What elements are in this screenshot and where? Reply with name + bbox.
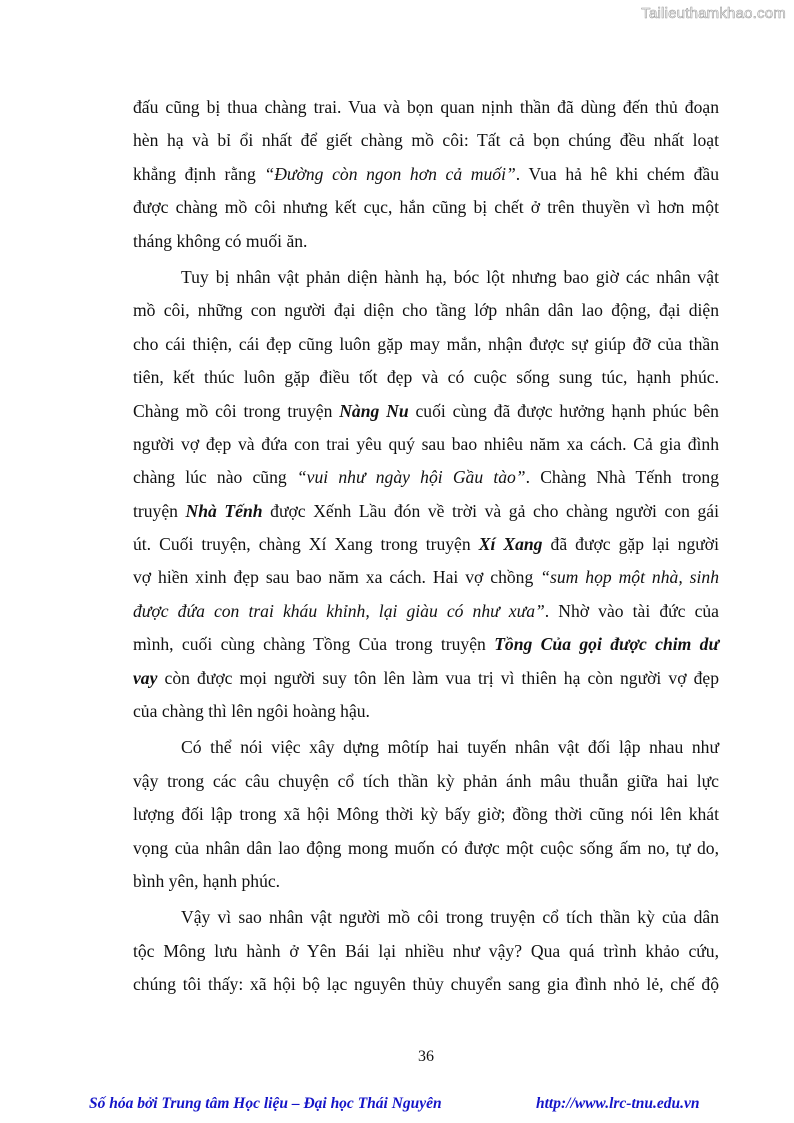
text-run: truyện [133, 500, 186, 521]
text-run: chúng tôi thấy: xã hội bộ lạc nguyên thủy chuyển sang gia đình nhỏ lẻ, chế độ [133, 974, 719, 995]
text-line [133, 798, 719, 831]
text-line [133, 328, 719, 361]
text-line [133, 832, 719, 865]
paragraph [133, 261, 719, 728]
quotation: “Đường còn ngon hơn cả muối” [264, 163, 516, 184]
footer-url-link[interactable]: http://www.lrc-tnu.edu.vn [536, 1095, 700, 1112]
story-title: Nàng Nu [339, 400, 409, 421]
text-line [133, 561, 719, 594]
text-run: mồ côi, những con người đại diện cho tầng lớp nhân dân lao động, đại diện [133, 300, 719, 321]
text-line [133, 395, 719, 428]
text-line [133, 461, 719, 494]
text-run: của chàng thì lên ngôi hoàng hậu. [133, 701, 370, 722]
story-title: Xí Xang [478, 534, 543, 555]
text-run: người vợ đẹp và đứa con trai yêu quý sau bao nhiêu năm xa cách. Cả gia đình [133, 433, 719, 454]
text-line [133, 428, 719, 461]
text-run: chàng lúc nào cũng [133, 467, 297, 488]
text-line [133, 261, 719, 294]
text-line [133, 695, 719, 728]
text-run: vậy trong các câu chuyện cổ tích thần kỳ phản ánh mâu thuẫn giữa hai lực [133, 770, 719, 791]
text-line [133, 361, 719, 394]
text-line [133, 528, 719, 561]
text-run: Chàng mồ côi trong truyện [133, 400, 340, 421]
text-run: tộc Mông lưu hành ở Yên Bái lại nhiều như vậy? Qua quá trình khảo cứu, [133, 940, 719, 961]
text-run: mình, cuối cùng chàng Tồng Của trong truyện [133, 634, 495, 655]
text-line [133, 935, 719, 968]
quotation: “vui như ngày hội Gầu tào” [296, 467, 526, 488]
text-line [133, 191, 719, 224]
text-line [133, 968, 719, 1001]
text-line [133, 225, 719, 258]
text-run: đã được gặp lại người [542, 534, 720, 555]
text-run: còn được mọi người suy tôn lên làm vua trị vì thiên hạ còn người vợ đẹp [157, 667, 719, 688]
paragraph [133, 901, 719, 1001]
text-line [133, 595, 719, 628]
text-line [133, 865, 719, 898]
text-run: khẳng định rằng [133, 163, 265, 184]
text-run: lượng đối lập trong xã hội Mông thời kỳ bấy giờ; đồng thời cũng nói lên khát [133, 804, 719, 825]
text-run: vọng của nhân dân lao động mong muốn có được một cuộc sống ấm no, tự do, [133, 837, 719, 858]
text-run: cuối cùng đã được hưởng hạnh phúc bên [408, 400, 719, 421]
text-line [133, 124, 719, 157]
text-run: . Chàng Nhà Tếnh trong [525, 467, 719, 488]
document-body [133, 91, 719, 1005]
text-line [133, 662, 719, 695]
text-line [133, 628, 719, 661]
text-run: Vậy vì sao nhân vật người mồ côi trong truyện cổ tích thần kỳ của dân [181, 907, 719, 928]
text-run: đấu cũng bị thua chàng trai. Vua và bọn quan nịnh thần đã dùng đến thủ đoạn [133, 97, 719, 117]
page-number: 36 [418, 1048, 434, 1065]
text-line [133, 158, 719, 191]
text-line [133, 731, 719, 764]
text-run: được chàng mồ côi nhưng kết cục, hắn cũng bị chết ở trên thuyền vì hơn một [133, 197, 719, 218]
text-line [133, 91, 719, 124]
quotation: “sum họp một nhà, sinh [540, 567, 719, 588]
text-run: út. Cuối truyện, chàng Xí Xang trong truyện [133, 534, 479, 555]
text-run: bình yên, hạnh phúc. [133, 870, 281, 891]
footer-credit: Số hóa bởi Trung tâm Học liệu – Đại học Thái Nguyên [89, 1095, 442, 1112]
text-line [133, 901, 719, 934]
text-line [133, 765, 719, 798]
story-title: Tồng Của gọi được chim dư [494, 634, 719, 655]
text-run: Có thể nói việc xây dựng môtíp hai tuyến nhân vật đối lập nhau như [181, 737, 719, 758]
story-title: Nhà Tếnh [185, 500, 263, 521]
text-run: Tuy bị nhân vật phản diện hành hạ, bóc lột nhưng bao giờ các nhân vật [181, 266, 719, 287]
quotation: được đứa con trai kháu khỉnh, lại giàu có như xưa” [133, 600, 545, 621]
text-run: được Xếnh Lầu đón về trời và gả cho chàng người con gái [262, 500, 719, 521]
text-run: . Nhờ vào tài đức của [544, 600, 719, 621]
text-run: tiên, kết thúc luôn gặp điều tốt đẹp và có cuộc sống sung túc, hạnh phúc. [133, 367, 719, 388]
text-run: cho cái thiện, cái đẹp cũng luôn gặp may mắn, nhận được sự giúp đỡ của thần [133, 333, 719, 354]
text-run: hèn hạ và bỉ ổi nhất để giết chàng mồ côi: Tất cả bọn chúng đều nhất loạt [133, 130, 719, 151]
paragraph [133, 731, 719, 898]
text-line [133, 294, 719, 327]
watermark: Tailieuthamkhao.com [641, 5, 786, 22]
text-line [133, 495, 719, 528]
text-run: tháng không có muối ăn. [133, 230, 308, 251]
text-run: . Vua hả hê khi chém đầu [515, 163, 720, 184]
paragraph [133, 91, 719, 258]
story-title: vay [133, 667, 158, 688]
text-run: vợ hiền xinh đẹp sau bao năm xa cách. Hai vợ chồng [133, 567, 541, 588]
